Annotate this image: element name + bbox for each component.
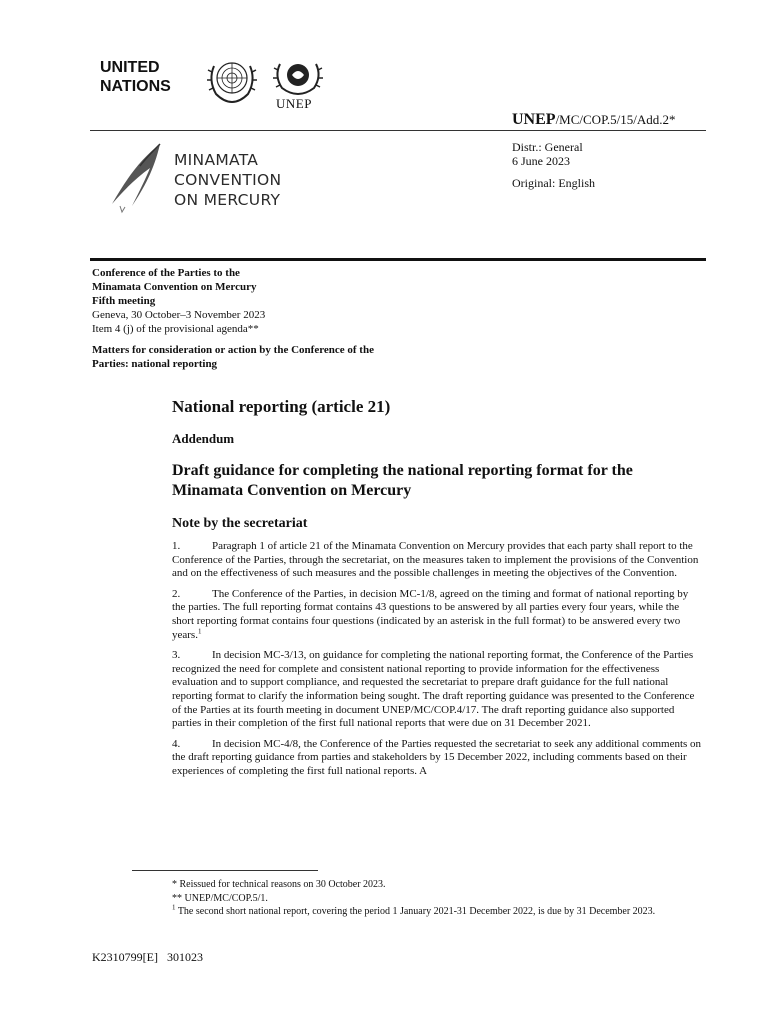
unep-emblem-icon — [272, 56, 324, 96]
symbol-rest: /MC/COP.5/15/Add.2* — [555, 112, 676, 127]
un-line-1: UNITED — [100, 59, 160, 76]
original-language: Original: English — [512, 176, 595, 190]
paragraph-text: In decision MC-4/8, the Conference of the Parties requested the secretariat to seek any additional comments on the draft reporting guidance from parties and stakeholders by 15 December 2022, including comments based on their experiences of completing the first full national reports. A — [172, 737, 702, 777]
meeting-line-2: Minamata Convention on Mercury — [92, 281, 257, 293]
paragraph-number: 2. — [172, 587, 181, 600]
draft-guidance-heading: Draft guidance for completing the national reporting format for the Minamata Convention on Mercury — [172, 462, 633, 499]
logo-line-2: CONVENTION — [174, 171, 282, 189]
document-symbol — [512, 111, 675, 129]
addendum-heading: Addendum — [172, 431, 235, 446]
un-emblem-icon — [204, 56, 260, 106]
un-wordmark — [100, 58, 171, 96]
header-rule — [90, 130, 706, 131]
minamata-fish-icon — [106, 142, 166, 214]
paragraph-number: 4. — [172, 737, 181, 750]
symbol-main: UNEP — [512, 111, 556, 128]
distribution-block — [512, 140, 583, 168]
meeting-info — [92, 266, 265, 336]
job-number: K2310799[E] 301023 — [92, 950, 203, 964]
footnote-3 — [172, 905, 692, 919]
meeting-line-4: Geneva, 30 October–3 November 2023 — [92, 309, 266, 321]
footnote-marker: 1 — [172, 903, 176, 912]
paragraph-number: 3. — [172, 649, 181, 662]
un-line-2: NATIONS — [100, 78, 171, 95]
distribution: Distr.: General — [512, 140, 583, 154]
paragraph-text: The Conference of the Parties, in decision MC-1/8, agreed on the timing and format of national reporting by the parties. The full reporting format contains 43 questions to be answered by all parties every four years, while the short reporting format contains four questions (indicated by an asterisk in the full format) to be answered every two years. — [172, 587, 689, 641]
date: 6 June 2023 — [512, 154, 570, 168]
paragraph-1 — [172, 540, 702, 581]
meeting-line-5: Item 4 (j) of the provisional agenda** — [92, 323, 259, 335]
footnote-rule — [132, 870, 318, 871]
meeting-line-3: Fifth meeting — [92, 295, 156, 307]
logo-line-3: ON MERCURY — [174, 191, 281, 209]
footnote-1: * Reissued for technical reasons on 30 October 2023. — [172, 879, 386, 890]
meeting-line-1: Conference of the Parties to the — [92, 267, 240, 279]
footnote-3-text: The second short national report, covering the period 1 January 2021-31 December 2022, is due by 31 December 2023. — [175, 906, 656, 917]
document-title: National reporting (article 21) — [172, 397, 391, 416]
paragraph-2 — [172, 588, 702, 642]
paragraph-number: 1. — [172, 540, 181, 552]
footnotes — [172, 878, 692, 919]
section-rule — [90, 258, 706, 261]
unep-label: UNEP — [276, 96, 312, 111]
agenda-item-title: Matters for consideration or action by the Conference of the Parties: national reporting — [92, 344, 374, 370]
paragraph-3 — [172, 649, 702, 731]
note-heading: Note by the secretariat — [172, 516, 308, 531]
paragraph-4 — [172, 738, 702, 779]
footnote-2: ** UNEP/MC/COP.5/1. — [172, 892, 268, 904]
footnote-ref: 1 — [197, 626, 202, 635]
logo-line-1: MINAMATA — [174, 151, 259, 169]
paragraph-text: Paragraph 1 of article 21 of the Minamata Convention on Mercury provides that each party shall report to the Conference of the Parties, through the secretariat, on the measures taken to implement the provisions of the Convention and on the effectiveness of such measures and the possible challenges in meeting the objectives of the Convention. — [172, 540, 699, 580]
paragraph-text: In decision MC-3/13, on guidance for completing the national reporting format, the Conference of the Parties recognized the need for complete and consistent national reporting to provide information for the effectiveness evaluation and to support compliance, and requested the secretariat to prepare draft guidance for the full national reporting format to clarify the information being sought. The draft reporting guidance was presented to the Conference of the Parties at its fourth meeting in document UNEP/MC/COP.4/17. The draft reporting guidance also supported parties in their completion of the first full national reports that were due on 31 December 2021. — [172, 649, 695, 730]
body-text — [172, 540, 702, 786]
minamata-wordmark — [174, 150, 281, 210]
